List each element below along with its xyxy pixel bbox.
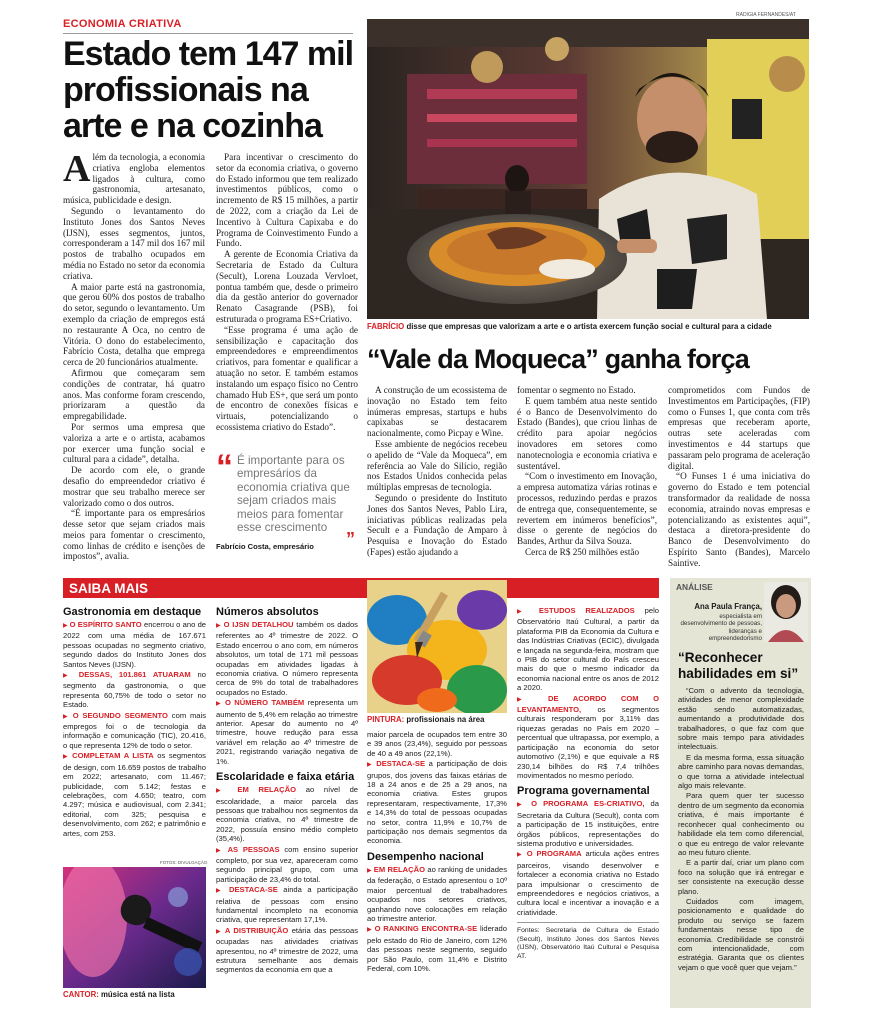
paragraph: fomentar o segmento no Estado. xyxy=(517,385,636,395)
paragraph: “O Funses 1 é uma iniciativa do governo do Estado e tem potencial transformador da realidade de nossa economia, atraindo novas empresas e potencializando as existentes aqui”, destaca a diretora-presidente do Banco de Desenvolvimento do Espírito Santo (Bandes), Marcelo Saintive. xyxy=(668,471,810,568)
article-column-5 xyxy=(668,385,810,569)
drop-cap: A xyxy=(63,152,91,190)
paintbrush-photo xyxy=(367,580,507,713)
saiba-mais-column-3 xyxy=(367,730,507,974)
fact-item: ▶ O PROGRAMA ES-CRIATIVO, da Secretaria da Cultura (Secult), conta com a participação de 15 instituições, entre órgãos públicos, representações do sistema produtivo e universidades. xyxy=(517,799,659,848)
headline: Estado tem 147 mil profissionais na arte e na cozinha xyxy=(63,35,354,145)
fact-item: ▶ DE ACORDO COM O LEVANTAMENTO, os segmentos culturais responderam por 3,11% das riquezas geradas no País em 2020 – percentual que ultrapassa, por exemplo, a participação na economia do setor automotivo (2,1%) e que equivale a R$ 230,14 bilhões do R$ 7,4 trilhões movimentados no mesmo período. xyxy=(517,693,660,780)
fact-item: ▶ DESSAS, 101.861 ATUARAM no segmento da gastronomia, o que representa 60,75% de todo o setor no Estado. xyxy=(63,670,206,710)
analise-label: ANÁLISE xyxy=(676,582,713,592)
paragraph: Esse ambiente de negócios recebeu o apelido de “Vale da Moqueca”, em referência ao Vale do Silício, região nos Estados Unidos conhecida pelas múltiplas empresas de tecnologia. xyxy=(367,438,507,493)
close-quote-icon: ” xyxy=(346,529,355,549)
avatar xyxy=(764,582,808,642)
fact-item: ▶ DESTACA-SE a participação de dois grupos, dos jovens das faixas etárias de 18 a 24 anos e de 25 a 29 anos, na economia criativa. Estes grupos representaram, respectivamente, 17,3% e 14,3% do total de pessoas ocupadas no setor, contra 11,9% e 10,7% de participação nos demais segmentos da economia. xyxy=(367,759,507,846)
photo-credit: RADIGIA FERNANDES/AT xyxy=(736,12,796,18)
caption-text: profissionais na área xyxy=(406,715,485,724)
analise-box xyxy=(670,578,811,1008)
photo-credit: FOTOS: DIVULGAÇÃO xyxy=(160,860,208,865)
caption-name: FABRÍCIO xyxy=(367,322,405,331)
paragraph: Cerca de R$ 250 milhões estão xyxy=(525,546,640,557)
paragraph: E a partir daí, criar um plano com foco na solução que irá entregar e ser consistente na execução desse plano. xyxy=(678,858,804,896)
fact-item: ▶ DESTACA-SE ainda a participação relativa de pessoas com ensino fundamental incompleto na economia criativa, que representam 17,1%. xyxy=(216,885,358,925)
article-column-1 xyxy=(63,152,205,562)
paragraph: “Com o advento da tecnologia, atividades de menor complexidade estão sendo automatizadas, aumentando a produtividade dos trabalhadores, o que faz com que sobre mais tempo para atividades intelectuais. xyxy=(678,686,804,752)
first-paragraph: lém da tecnologia, a economia criativa engloba elementos ligados à cultura, como gastronomia, artesanato, música, publicidade e design. xyxy=(63,152,205,206)
restaurant-photo xyxy=(367,19,809,319)
caption-name: CANTOR: xyxy=(63,990,99,999)
paragraph: A gerente de Economia Criativa da Secretaria de Estado da Cultura (Secult), Lorena Louzada Vervloet, pontua também que, desde o primeiro dia da gestão anterior do governador Renato Casagrande (PSB), foi estruturada o programa ES+Criativo. xyxy=(216,249,358,324)
pull-quote xyxy=(216,448,359,552)
paragraph: Para quem quer ter sucesso dentro de um segmento da economia criativa, é mais importante é reconhecer qual conhecimento ou habilidade ela tem como diferencial, o que eu entrego de valor relevante ao meu futuro cliente. xyxy=(678,791,804,857)
paragraph: comprometidos com Fundos de Investimentos em Participações, (FIP) como o Funses 1, que conta com três empresas que receberam aporte, outras sete aceleradas com investimentos e 44 startups que passaram pelo programa de aceleração digital. xyxy=(668,385,810,471)
section-label: ECONOMIA CRIATIVA xyxy=(63,18,182,30)
pull-quote-text: É importante para os empresários da economia criativa que sejam criados mais meios para fomentar esse crescimento xyxy=(237,454,350,535)
article-column-2 xyxy=(216,152,358,433)
divider xyxy=(517,922,659,923)
sub-headline: “Vale da Moqueca” ganha força xyxy=(367,344,749,374)
saiba-mais-column-2 xyxy=(216,606,358,976)
analise-body xyxy=(678,686,804,973)
fact-continuation: maior parcela de ocupados tem entre 30 e 39 anos (23,4%), seguido por pessoas de 40 a 49 anos (22,1%). xyxy=(367,730,507,758)
paragraph: E da mesma forma, essa situação abre caminho para novas demandas, o que torna a atividade intelectual algo mais relevante. xyxy=(678,752,804,791)
analise-title: “Reconhecer habilidades em si” xyxy=(678,650,799,681)
open-quote-icon: “ xyxy=(216,448,233,486)
fact-item: ▶ O RANKING ENCONTRA-SE liderado pelo estado do Rio de Janeiro, com 12% das pessoas neste segmento, seguido por São Paulo, com 11,4% e Distrito Federal, com 10%. xyxy=(367,924,507,973)
fact-item: ▶ O IJSN DETALHOU também os dados referentes ao 4º trimestre de 2022. O Estado encerrou o ano com, em números absolutos, um total de 171 mil pessoas ocupadas em atividades ligadas à economia criativa. O número representa cerca de 9% do total de trabalhadores ocupados no Estado. xyxy=(216,620,358,697)
fact-item: ▶ AS PESSOAS com ensino superior completo, por sua vez, apareceram como segundo principal grupo, com uma participação de 23,4% do total. xyxy=(216,844,358,884)
paragraph: Segundo o presidente do Instituto Jones dos Santos Neves, Pablo Lira, iniciativas públicas realizadas pela Secult e a Fundação de Amparo à Pesquisa e Inovação do Estado (Fapes) estão ajudando a xyxy=(367,492,507,557)
paragraph: Por sermos uma empresa que valoriza a arte e o artista, acabamos por exercer uma função social e cultural para a cidade”, detalha. xyxy=(63,421,205,465)
singer-photo xyxy=(63,867,206,988)
caption-text: disse que empresas que valorizam a arte e o artista exercem função social e cultural para a cidade xyxy=(406,322,772,331)
section-heading: Números absolutos xyxy=(216,606,319,618)
paragraph: Segundo o levantamento do Instituto Jones dos Santos Neves (IJSN), esses segmentos, juntos, corresponderam a 147 mil dos 167 mil postos de trabalho ocupados em média no Estado no setor da economia criativa. xyxy=(63,205,205,281)
paragraph: De acordo com ele, o grande desafio do empreendedor criativo é mostrar que seu trabalho merece ser valorizado como o dos outros. xyxy=(63,465,205,508)
fact-item: ▶ O ESPÍRITO SANTO encerrou o ano de 2022 com uma média de 167.671 pessoas ocupadas no segmento criativo, segundo dados do Instituto Jones dos Santos Neves (IJSN). xyxy=(63,620,207,669)
paragraph: A maior parte está na gastronomia, que gerou 60% dos postos de trabalho do setor, segundo o levantamento. Um exemplo da criação de empregos está no restaurante A Oca, no centro de Vitória. O dono do estabelecimento, Fabrício Costa, detalha que emprega cerca de 20 funcionários atualmente. xyxy=(63,281,205,368)
section-heading: Programa governamental xyxy=(517,785,650,798)
divider xyxy=(63,33,353,34)
section-heading: Escolaridade e faixa etária xyxy=(216,771,355,784)
fact-item: ▶ O PROGRAMA articula ações entres parceiros, visando desenvolver e fortalecer a economia criativa no Estado para impulsionar o crescimento de empreendedores e negócios criativos, a cultura local e incentivar a inovação e a criatividade. xyxy=(517,849,659,917)
fact-item: ▶ ESTUDOS REALIZADOS pelo Observatório Itaú Cultural, a partir da plataforma PIB da Economia da Cultura e das Indústrias Criativas (ECIC), divulgada e lançada na segunda-feira, mostram que o PIB do setor cultural do País cresceu mais do que o mesmo indicador da economia nacional entre os anos de 2012 a 2020. xyxy=(517,606,659,693)
section-heading: Desempenho nacional xyxy=(367,850,484,863)
fact-item: ▶ A DISTRIBUIÇÃO etária das pessoas ocupadas nas atividades criativas apresentou, no 4º trimestre de 2022, uma estrutura semelhante aos demais segmentos da economia em que a xyxy=(216,925,358,975)
fact-item: ▶ EM RELAÇÃO ao nível de escolaridade, a maior parcela das pessoas que trabalhou nos segmentos da economia criativa, no 4º trimestre de 2022, possuía ensino médio completo (35,4%). xyxy=(216,785,359,844)
painting-photo-caption xyxy=(367,715,507,724)
fact-item: ▶ EM RELAÇÃO ao ranking de unidades da federação, o Estado apresentou o 10º maior percentual de trabalhadores ocupados nos setores criativos, ganhando nove colocações em relação ao trimestre anterior. xyxy=(367,864,508,923)
author-photo xyxy=(764,582,808,642)
analise-author-desc: especialista em desenvolvimento de pessoas, lideranças e empreendedorismo xyxy=(680,613,762,643)
paragraph: Afirmou que começaram sem condições de contratar, há quatro anos. Mas conforme foram crescendo, priorizaram a questão da empregabilidade. xyxy=(63,367,205,422)
saiba-mais-column-1 xyxy=(63,606,206,839)
pull-quote-author: Fabrício Costa, empresário xyxy=(216,542,314,552)
singer-photo-caption xyxy=(63,990,206,999)
paragraph: A construção de um ecossistema de inovação no Estado tem feito inúmeras empresas, startups e hubs capixabas se destacarem nacionalmente, como Picpay e Wine. xyxy=(367,385,507,439)
section-heading: Gastronomia em destaque xyxy=(63,606,202,618)
paragraph: “É importante para os empresários desse setor que sejam criados mais meios para fomentar o crescimento, como linhas de crédito e isenções de impostos”, avalia. xyxy=(63,508,205,562)
caption-text: música está na lista xyxy=(100,990,175,999)
saiba-mais-band xyxy=(63,578,659,598)
caption-name: PINTURA: xyxy=(367,715,405,724)
fact-item: ▶ O SEGUNDO SEGMENTO com mais empregos foi o de tecnologia da informação e comunicação (TIC), 20.416, o que representa 12% de todo o setor. xyxy=(63,710,206,750)
paragraph: “Esse programa é uma ação de sensibilização e capacitação dos empreendedores e empreendimentos criativos, para fomentar e qualificar a atuação no setor. E também estamos instalando um espaço físico no Centro chamado Hub ES+, que será um ponto de encontro de conexões físicas e virtuais, potencializando o ecossistema criativo do Estado”. xyxy=(216,324,358,432)
article-column-4 xyxy=(517,385,657,558)
paragraph: “Com o investimento em Inovação, a empresa automatiza várias rotinas e processos, reduzindo perdas e prazos de entrega que, consequentemente, se revertem em inúmeros benefícios”, disse o gerente de negócios do Bandes, Arthur da Silva Souza. xyxy=(517,471,657,547)
main-photo-caption xyxy=(367,322,812,331)
paragraph: E quem também atua neste sentido é o Banco de Desenvolvimento do Estado (Bandes), que criou linhas de crédito para apoiar negócios inovadores em setores como nanotecnologia e economia criativa e sustentável. xyxy=(517,395,657,471)
saiba-mais-label: SAIBA MAIS xyxy=(69,581,149,596)
fact-item: ▶ COMPLETAM A LISTA os segmentos de design, com 16.659 postos de trabalho em 2022; artesanato, com 11.467; publicidade, com 5.142; festas e celebrações, com 4.650; teatro, com 4.297; música e audiovisual, com 2.341; editorial, com 325; pesquisa e desenvolvimento, com 262; e patrimônio e artes, com 253. xyxy=(63,751,206,838)
article-column-3 xyxy=(367,385,507,558)
paragraph: Para incentivar o crescimento do setor da economia criativa, o governo do Estado informou que tem realizado investimentos públicos, como o incremento de R$ 15 milhões, a partir de 2022, com a criação da Lei de Incentivo à Cultura Capixaba e do Programa de Coinvestimento Fundo a Fundo. xyxy=(216,152,358,249)
fact-item: ▶ O NÚMERO TAMBÉM representa um aumento de 5,4% em relação ao trimestre anterior. Apesar do aumento no 4º trimestre, houve redução para essa variável em relação ao 4º trimestre de 2021, registrando variação negativa de 1%. xyxy=(216,698,358,766)
microphone-photo xyxy=(63,867,206,988)
painting-photo xyxy=(367,580,507,713)
analise-author-name: Ana Paula França, xyxy=(694,602,762,611)
main-photo xyxy=(367,19,809,319)
paragraph: Cuidados com imagem, posicionamento e qualidade do produto ou serviço se fazem fundamentais nesse tipo de economia. Credibilidade se constrói com intencionalidade, com estratégia. Garanta que os clientes vejam o que você quer que vejam.” xyxy=(678,896,804,972)
sources: Fontes: Secretaria de Cultura de Estado (Secult), Instituto Jones dos Santos Neves (IJSN), Observatório Itaú Cultural e Pesquisa AT. xyxy=(517,927,659,960)
saiba-mais-column-4 xyxy=(517,606,659,962)
